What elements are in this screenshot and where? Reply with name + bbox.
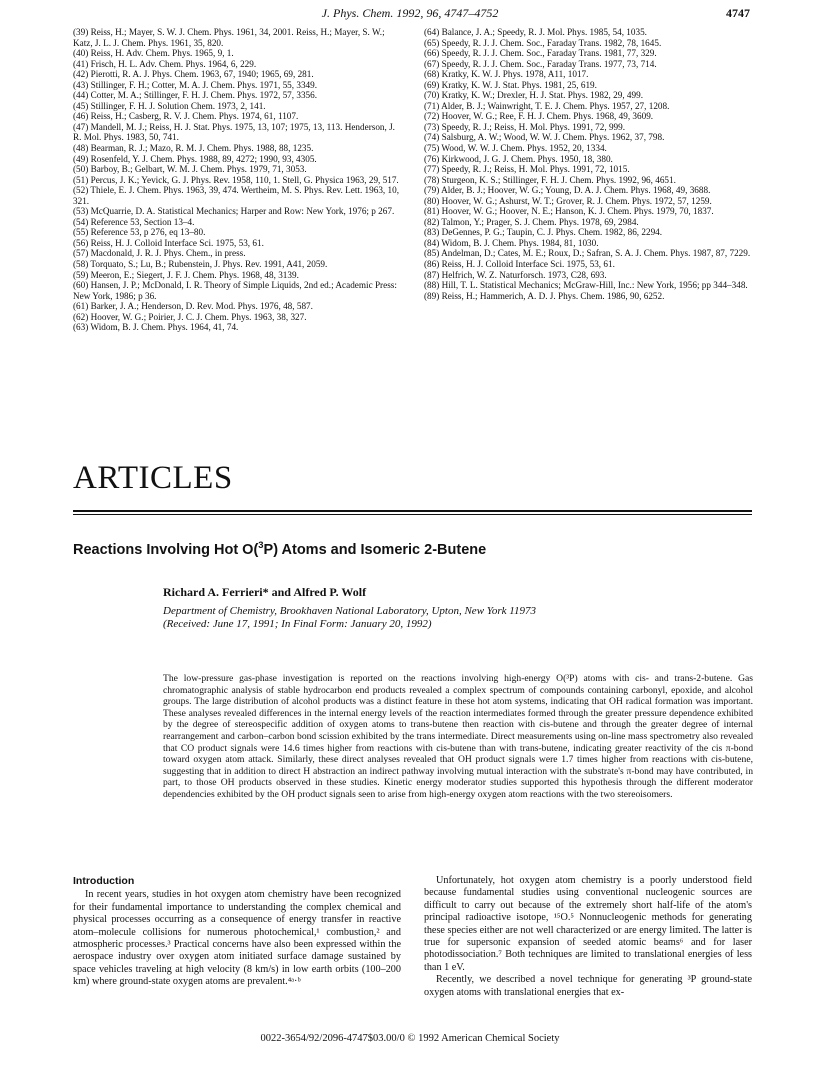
reference-entry: (59) Meeron, E.; Siegert, J. F. J. Chem. Phys. 1968, 48, 3139. bbox=[73, 269, 299, 280]
reference-entry: (89) Reiss, H.; Hammerich, A. D. J. Phys. Chem. 1986, 90, 6252. bbox=[424, 290, 665, 301]
reference-entry: (74) Salsburg, A. W.; Wood, W. W. J. Chem. Phys. 1962, 37, 798. bbox=[424, 132, 665, 143]
body-right-column bbox=[424, 875, 752, 999]
references-right-column bbox=[424, 27, 752, 301]
copyright-footer: 0022-3654/92/2096-4747$03.00/0 © 1992 American Chemical Society bbox=[260, 1033, 560, 1044]
reference-entry: (81) Hoover, W. G.; Hoover, N. E.; Hanson, K. J. Chem. Phys. 1979, 70, 1837. bbox=[424, 206, 714, 217]
reference-entry: (61) Barker, J. A.; Henderson, D. Rev. Mod. Phys. 1976, 48, 587. bbox=[73, 301, 313, 312]
reference-entry: (62) Hoover, W. G.; Poirier, J. C. J. Chem. Phys. 1963, 38, 327. bbox=[73, 311, 307, 322]
section-banner: ARTICLES bbox=[73, 460, 233, 496]
reference-entry: (69) Kratky, K. W. J. Stat. Phys. 1981, 25, 619. bbox=[424, 79, 597, 90]
reference-entry: (86) Reiss, H. J. Colloid Interface Sci. 1975, 53, 61. bbox=[424, 259, 615, 270]
reference-entry: (48) Bearman, R. J.; Mazo, R. M. J. Chem. Phys. 1988, 88, 1235. bbox=[73, 143, 314, 154]
reference-entry: (68) Kratky, K. W. J. Phys. 1978, A11, 1017. bbox=[424, 69, 589, 80]
reference-entry: (46) Reiss, H.; Casberg, R. V. J. Chem. Phys. 1974, 61, 1107. bbox=[73, 111, 299, 122]
reference-entry: (70) Kratky, K. W.; Drexler, H. J. Stat. Phys. 1982, 29, 499. bbox=[424, 90, 644, 101]
reference-entry: (83) DeGennes, P. G.; Taupin, C. J. Phys. Chem. 1982, 86, 2294. bbox=[424, 227, 663, 238]
reference-entry: (39) Reiss, H.; Mayer, S. W. J. Chem. Phys. 1961, 34, 2001. Reiss, H.; Mayer, S. W.; Katz, J. L. J. Chem. Phys. 1961, 35, 820. bbox=[73, 27, 385, 48]
reference-entry: (55) Reference 53, p 276, eq 13–80. bbox=[73, 227, 206, 238]
section-heading-introduction: Introduction bbox=[73, 875, 135, 887]
reference-entry: (49) Rosenfeld, Y. J. Chem. Phys. 1988, 89, 4272; 1990, 93, 4305. bbox=[73, 153, 317, 164]
reference-entry: (75) Wood, W. W. J. Chem. Phys. 1952, 20, 1334. bbox=[424, 143, 607, 154]
running-header bbox=[0, 6, 820, 26]
divider-thin bbox=[73, 514, 752, 515]
reference-entry: (53) McQuarrie, D. A. Statistical Mechanics; Harper and Row: New York, 1976; p 267. bbox=[73, 206, 395, 217]
reference-entry: (50) Barboy, B.; Gelbart, W. M. J. Chem. Phys. 1979, 71, 3053. bbox=[73, 164, 307, 175]
reference-entry: (87) Helfrich, W. Z. Naturforsch. 1973, C28, 693. bbox=[424, 269, 607, 280]
references-left-column bbox=[73, 27, 401, 333]
reference-entry: (60) Hansen, J. P.; McDonald, I. R. Theory of Simple Liquids, 2nd ed.; Academic Press: New York, 1986; p 36. bbox=[73, 280, 397, 301]
reference-entry: (66) Speedy, R. J. J. Chem. Soc., Faraday Trans. 1981, 77, 329. bbox=[424, 48, 657, 59]
reference-entry: (85) Andelman, D.; Cates, M. E.; Roux, D.; Safran, S. A. J. Chem. Phys. 1987, 87, 7229. bbox=[424, 248, 751, 259]
reference-entry: (72) Hoover, W. G.; Ree, F. H. J. Chem. Phys. 1968, 49, 3609. bbox=[424, 111, 654, 122]
reference-entry: (45) Stillinger, F. H. J. Solution Chem. 1973, 2, 141. bbox=[73, 100, 266, 111]
title-part-2: P) Atoms and Isomeric 2-Butene bbox=[263, 542, 487, 558]
reference-entry: (54) Reference 53, Section 13–4. bbox=[73, 216, 195, 227]
page-number: 4747 bbox=[726, 6, 750, 20]
reference-entry: (51) Percus, J. K.; Yevick, G. J. Phys. Rev. 1958, 110, 1. Stell, G. Physica 1963, 29, 517. bbox=[73, 174, 399, 185]
intro-paragraph-2: Unfortunately, hot oxygen atom chemistry is a poorly understood field because fundamental studies using conventional nucleogenic sources are difficult to carry out because of the extremely short half-life of the atom's principal radioactive isotope, ¹⁵O.⁵ Nonnucleogenic methods for generating these species either are not well characterized or are energy limited. The latter is true for supersonic expansion of seeded atomic beams⁶ and for laser photodissociation.⁷ Both techniques are limited to translational energies of less than 1 eV. bbox=[424, 875, 752, 973]
received-dates: (Received: June 17, 1991; In Final Form: January 20, 1992) bbox=[163, 618, 432, 630]
reference-entry: (42) Pierotti, R. A. J. Phys. Chem. 1963, 67, 1940; 1965, 69, 281. bbox=[73, 69, 314, 80]
title-superscript: 3 bbox=[258, 539, 264, 551]
affiliation-block bbox=[163, 605, 536, 631]
reference-entry: (40) Reiss, H. Adv. Chem. Phys. 1965, 9, 1. bbox=[73, 48, 234, 59]
reference-entry: (88) Hill, T. L. Statistical Mechanics; McGraw-Hill, Inc.: New York, 1956; pp 344–348. bbox=[424, 280, 748, 291]
abstract: The low-pressure gas-phase investigation is reported on the reactions involving high-energy O(³P) atoms with cis- and trans-2-butene. Gas chromatographic analysis of stable hydrocarbon end products revealed a complex spectrum of compounds containing carbonyl, epoxide, and alcohol groups. The large distribution of alcohol products was a distinct feature in these hot atom systems, indicating that OH radical formation was important. These analyses revealed differences in the internal energy levels of the reaction intermediates formed through the greater pressure dependence exhibited by the degree of stereospecific addition of oxygen atoms to trans-butene then reaction with cis-butene and through the greater degree of internal rearrangement and carbon–carbon bond scission exhibited by the trans intermediate. Direct measurements using on-line mass spectrometry also revealed that CO product signals were 14.6 times higher from reactions with cis-butene than with trans-butene, indicating greater reactivity of the cis π-bond toward oxygen atom attack. Similarly, these direct analyses revealed that OH product signals were 1.7 times higher from reactions with cis-butene, suggesting that in addition to direct H abstraction an indirect pathway involving mutual interaction with the substrate's π-bond may have contributed, in part, to those OH products observed in these studies. Kinetic energy moderator studies supported this hypothesis through the different moderator dependencies exhibited by the OH product signals seen to arise from high-energy oxygen atom reactions with the two stereoisomers. bbox=[163, 673, 753, 800]
reference-entry: (65) Speedy, R. J. J. Chem. Soc., Faraday Trans. 1982, 78, 1645. bbox=[424, 37, 662, 48]
reference-entry: (79) Alder, B. J.; Hoover, W. G.; Young, D. A. J. Chem. Phys. 1968, 49, 3688. bbox=[424, 185, 711, 196]
reference-entry: (44) Cotter, M. A.; Stillinger, F. H. J. Chem. Phys. 1972, 57, 3356. bbox=[73, 90, 318, 101]
reference-entry: (41) Frisch, H. L. Adv. Chem. Phys. 1964, 6, 229. bbox=[73, 58, 257, 69]
reference-entry: (58) Torquato, S.; Lu, B.; Rubenstein, J. Phys. Rev. 1991, A41, 2059. bbox=[73, 259, 328, 270]
reference-entry: (77) Speedy, R. J.; Reiss, H. Mol. Phys. 1991, 72, 1015. bbox=[424, 164, 630, 175]
authors: Richard A. Ferrieri* and Alfred P. Wolf bbox=[163, 585, 367, 599]
reference-entry: (73) Speedy, R. J.; Reiss, H. Mol. Phys. 1991, 72, 999. bbox=[424, 121, 626, 132]
paper-title bbox=[73, 539, 487, 558]
reference-entry: (56) Reiss, H. J. Colloid Interface Sci. 1975, 53, 61. bbox=[73, 237, 264, 248]
reference-entry: (84) Widom, B. J. Chem. Phys. 1984, 81, 1030. bbox=[424, 237, 599, 248]
reference-entry: (57) Macdonald, J. R. J. Phys. Chem., in press. bbox=[73, 248, 246, 259]
reference-entry: (64) Balance, J. A.; Speedy, R. J. Mol. Phys. 1985, 54, 1035. bbox=[424, 27, 647, 37]
reference-entry: (52) Thiele, E. J. Chem. Phys. 1963, 39, 474. Wertheim, M. S. Phys. Rev. Lett. 1963, 10, 321. bbox=[73, 185, 399, 206]
intro-paragraph-1: In recent years, studies in hot oxygen atom chemistry have been recognized for their fundamental importance to understanding the complex chemical and physical processes occurring as a consequence of energy transfer in reactive atom–molecule collisions for numerous photochemical,¹ combustion,² and atmospheric processes.³ Practical concerns have also been expressed within the aerospace industry over oxygen atom initiated surface damage sustained by space vehicles traveling at high velocity (8 km/s) in low earth orbits (100–200 km) where ground-state oxygen atoms are prevalent.⁴ᵃ·ᵇ bbox=[73, 889, 401, 988]
reference-entry: (67) Speedy, R. J. J. Chem. Soc., Faraday Trans. 1977, 73, 714. bbox=[424, 58, 657, 69]
reference-entry: (47) Mandell, M. J.; Reiss, H. J. Stat. Phys. 1975, 13, 107; 1975, 13, 113. Henderson, J. R. Mol. Phys. 1983, 50, 741. bbox=[73, 121, 395, 143]
journal-citation: J. Phys. Chem. 1992, 96, 4747–4752 bbox=[321, 6, 499, 20]
reference-entry: (63) Widom, B. J. Chem. Phys. 1964, 41, 74. bbox=[73, 322, 239, 333]
title-part-1: Reactions Involving Hot O( bbox=[73, 542, 259, 558]
divider-thick bbox=[73, 510, 752, 512]
body-left-column bbox=[73, 875, 401, 989]
reference-entry: (80) Hoover, W. G.; Ashurst, W. T.; Grover, R. J. Chem. Phys. 1972, 57, 1259. bbox=[424, 195, 712, 206]
reference-entry: (78) Sturgeon, K. S.; Stillinger, F. H. J. Chem. Phys. 1992, 96, 4651. bbox=[424, 174, 676, 185]
reference-entry: (71) Alder, B. J.; Wainwright, T. E. J. Chem. Phys. 1957, 27, 1208. bbox=[424, 100, 670, 111]
reference-entry: (43) Stillinger, F. H.; Cotter, M. A. J. Chem. Phys. 1971, 55, 3349. bbox=[73, 79, 318, 90]
intro-paragraph-3: Recently, we described a novel technique for generating ³P ground-state oxygen atoms with translational energies that ex- bbox=[424, 974, 752, 998]
affiliation: Department of Chemistry, Brookhaven National Laboratory, Upton, New York 11973 bbox=[163, 605, 536, 617]
reference-entry: (76) Kirkwood, J. G. J. Chem. Phys. 1950, 18, 380. bbox=[424, 153, 613, 164]
reference-entry: (82) Talmon, Y.; Prager, S. J. Chem. Phys. 1978, 69, 2984. bbox=[424, 216, 639, 227]
